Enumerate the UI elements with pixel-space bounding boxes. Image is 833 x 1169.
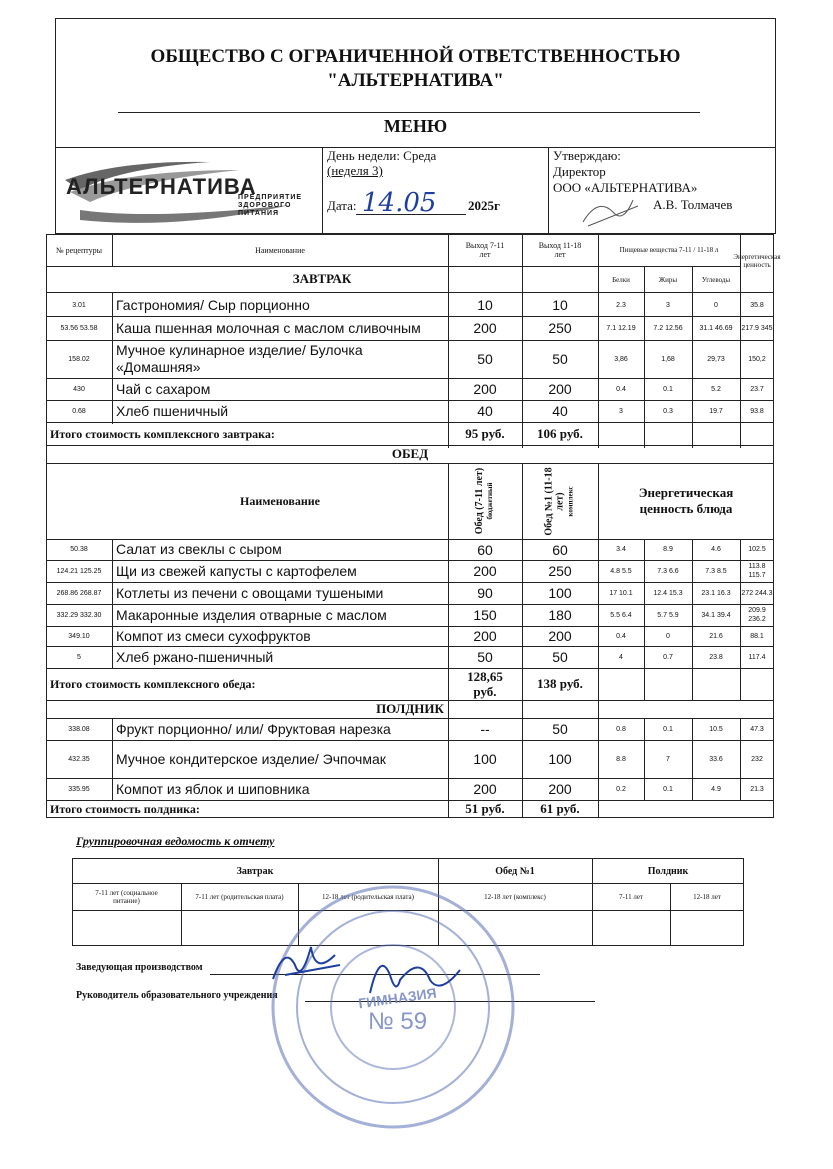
carbs-value: 23.8 <box>709 653 723 661</box>
protein-value: 17 10.1 <box>609 589 633 597</box>
portion-7-11: 200 <box>473 781 497 797</box>
column-divider <box>740 539 741 700</box>
column-divider <box>692 539 693 700</box>
grp-s1: 7-11 лет <box>619 892 643 901</box>
protein-value: 0.4 <box>616 632 626 640</box>
portion-11-18: 40 <box>552 403 568 419</box>
column-divider <box>522 266 523 448</box>
snack-title: ПОЛДНИК <box>376 701 444 716</box>
dish-name: Компот из яблок и шиповника <box>116 780 310 797</box>
date-value: 14.05 <box>362 188 437 218</box>
fat-value: 1,68 <box>661 355 675 363</box>
col-name: Наименование <box>255 245 305 255</box>
lunch-col2-sub: комплекс <box>566 485 575 517</box>
col-protein: Белки <box>612 276 630 284</box>
portion-7-11: -- <box>480 721 490 737</box>
energy-value: 35.8 <box>750 301 764 309</box>
dish-name: Котлеты из печени с овощами тушеными <box>116 584 384 601</box>
recipe-number: 338.08 <box>68 725 90 733</box>
stamp-seal-icon <box>268 882 518 1132</box>
breakfast-total-1: 95 руб. <box>465 426 505 441</box>
fat-value: 0 <box>666 632 670 640</box>
recipe-number: 349.10 <box>68 632 90 640</box>
column-divider <box>112 292 113 424</box>
carbs-value: 4.9 <box>711 785 721 793</box>
lunch-total-2: 138 руб. <box>537 676 583 691</box>
date-label: Дата: <box>327 198 357 213</box>
column-divider <box>112 539 113 668</box>
portion-7-11: 200 <box>473 381 497 397</box>
lunch-energy-header: Энергетическая ценность блюда <box>638 485 734 516</box>
stamp-number: № 59 <box>368 1008 428 1035</box>
protein-value: 3 <box>619 407 623 415</box>
grouping-title: Группировочная ведомость к отчету <box>76 834 275 848</box>
portion-11-18: 200 <box>548 628 572 644</box>
protein-value: 4.8 5.5 <box>610 567 632 575</box>
fat-value: 7.2 12.56 <box>653 324 683 332</box>
carbs-value: 4.6 <box>711 546 721 553</box>
dish-name: Каша пшенная молочная с маслом сливочным <box>116 319 421 336</box>
portion-11-18: 100 <box>548 751 572 767</box>
recipe-number: 0.68 <box>72 407 86 415</box>
day-label: День недели: Среда <box>327 148 437 163</box>
recipe-number: 430 <box>73 385 85 393</box>
col-recipe: № рецептуры <box>55 245 103 255</box>
column-divider <box>644 718 645 800</box>
recipe-number: 332.29 332.30 <box>56 611 102 619</box>
grp-b1: 7-11 лет (социальное питание) <box>95 888 158 905</box>
portion-7-11: 60 <box>477 541 493 558</box>
footer-line1: Заведующая производством <box>76 962 203 973</box>
col-energy: Энергетическая ценность <box>733 253 781 269</box>
dish-name: Компот из смеси сухофруктов <box>116 627 311 644</box>
recipe-number: 5 <box>77 653 81 661</box>
energy-value: 232 <box>751 755 763 763</box>
dish-name: Чай с сахаром <box>116 380 211 397</box>
breakfast-total-label: Итого стоимость комплексного завтрака: <box>50 426 275 441</box>
snack-total-label: Итого стоимость полдника: <box>50 801 200 816</box>
energy-value: 93.8 <box>750 407 764 415</box>
portion-7-11: 150 <box>473 607 497 623</box>
portion-11-18: 50 <box>552 721 568 737</box>
logo-text: АЛЬТЕРНАТИВА <box>66 174 257 199</box>
energy-value: 23.7 <box>750 385 764 393</box>
fat-value: 0.7 <box>663 653 673 661</box>
dish-name: Фрукт порционно/ или/ Фруктовая нарезка <box>116 720 391 737</box>
protein-value: 0.8 <box>616 725 626 733</box>
portion-7-11: 40 <box>477 403 493 419</box>
recipe-number: 53.56 53.58 <box>60 324 98 332</box>
lunch-name-header: Наименование <box>240 493 320 508</box>
fat-value: 7.3 6.6 <box>657 567 679 575</box>
logo-sub2: ЗДОРОВОГО <box>238 202 292 209</box>
energy-value: 272 244.3 <box>741 589 773 597</box>
footer-line2: Руководитель образовательного учреждения <box>76 990 278 1001</box>
official-stamp <box>268 882 518 1132</box>
header-sep-1 <box>322 147 323 234</box>
grp-breakfast: Завтрак <box>236 865 274 877</box>
dish-name: Хлеб ржано-пшеничный <box>116 648 274 665</box>
column-divider <box>448 266 449 448</box>
portion-11-18: 250 <box>548 563 572 579</box>
approve-line2: Директор <box>553 164 606 179</box>
grp-b2: 7-11 лет (родительская плата) <box>195 892 284 901</box>
fat-value: 0.3 <box>663 407 673 415</box>
portion-11-18: 50 <box>552 649 568 665</box>
lunch-col2-header <box>522 463 598 539</box>
lunch-col1-title: Обед (7-11 лет) <box>474 467 485 535</box>
recipe-number: 124.21 125.25 <box>56 567 102 575</box>
dish-name: Мучное кондитерское изделие/ Эчпочмак <box>116 750 386 767</box>
energy-value: 209.9 236.2 <box>748 607 766 623</box>
fat-value: 0.1 <box>663 785 673 793</box>
date-underline <box>356 214 466 215</box>
nutr-sub-line <box>598 266 740 267</box>
lunch-total-label: Итого стоимость комплексного обеда: <box>50 676 256 691</box>
grp-snack: Полдник <box>647 865 689 877</box>
portion-7-11: 90 <box>477 585 493 601</box>
portion-11-18: 50 <box>552 351 568 367</box>
protein-value: 3,86 <box>614 355 628 363</box>
portion-7-11: 200 <box>473 563 497 579</box>
week-label: (неделя 3) <box>327 163 383 178</box>
row-divider <box>46 422 774 423</box>
carbs-value: 19.7 <box>709 407 723 415</box>
approve-line3: ООО «АЛЬТЕРНАТИВА» <box>553 180 698 195</box>
snack-total-2: 61 руб. <box>540 801 580 816</box>
recipe-number: 268.86 268.87 <box>56 589 102 597</box>
snack-total-1: 51 руб. <box>465 801 505 816</box>
title-underline <box>118 112 700 113</box>
recipe-number: 432.35 <box>68 755 90 763</box>
energy-value: 88.1 <box>750 632 764 640</box>
dish-name: Щи из свежей капусты с картофелем <box>116 562 357 579</box>
lunch-col1-sub: бюджетный <box>486 482 494 520</box>
energy-value: 150,2 <box>748 355 766 363</box>
portion-11-18: 200 <box>548 781 572 797</box>
portion-11-18: 200 <box>548 381 572 397</box>
year-label: 2025г <box>468 198 500 213</box>
org-title-line2: "АЛЬТЕРНАТИВА" <box>327 70 504 91</box>
col-nutr: Пищевые вещества 7-11 / 11-18 л <box>619 246 719 254</box>
portion-11-18: 100 <box>548 585 572 601</box>
company-logo <box>60 150 318 228</box>
col-fat: Жиры <box>658 276 678 284</box>
carbs-value: 5.2 <box>711 385 721 393</box>
column-divider <box>740 718 741 800</box>
recipe-number: 335.95 <box>68 785 90 793</box>
breakfast-total-2: 106 руб. <box>537 426 583 441</box>
dish-name: Салат из свеклы с сыром <box>116 541 282 557</box>
carbs-value: 33.6 <box>709 755 723 763</box>
portion-11-18: 10 <box>552 297 568 313</box>
dish-name: Гастрономия/ Сыр порционно <box>116 296 310 313</box>
energy-value: 113.8 115.7 <box>748 563 766 579</box>
recipe-number: 50.38 <box>70 546 88 553</box>
portion-7-11: 100 <box>473 751 497 767</box>
approve-line1: Утверждаю: <box>553 148 621 163</box>
protein-value: 0.4 <box>616 385 626 393</box>
carbs-value: 31.1 46.69 <box>699 324 733 332</box>
breakfast-title-line <box>46 292 774 293</box>
grp-lunch: Обед №1 <box>495 865 535 877</box>
portion-11-18: 180 <box>548 607 572 623</box>
menu-title: МЕНЮ <box>383 116 448 136</box>
dish-name: Макаронные изделия отварные с маслом <box>116 606 387 623</box>
carbs-value: 0 <box>714 301 718 309</box>
portion-7-11: 200 <box>473 320 497 336</box>
fat-value: 7 <box>666 755 670 763</box>
energy-value: 102.5 <box>748 546 766 553</box>
fat-value: 5.7 5.9 <box>657 611 679 619</box>
energy-value: 217.9 345 <box>741 324 773 332</box>
org-title-line1: ОБЩЕСТВО С ОГРАНИЧЕННОЙ ОТВЕТСТВЕННОСТЬЮ <box>150 46 681 67</box>
approve-line4: А.В. Толмачев <box>653 197 733 212</box>
carbs-value: 34.1 39.4 <box>701 611 731 619</box>
column-divider <box>644 539 645 700</box>
fat-value: 8.9 <box>663 546 673 553</box>
dish-name: Мучное кулинарное изделие/ Булочка «Домашняя» <box>116 342 363 375</box>
lunch-total-1: 128,65 руб. <box>467 669 503 699</box>
logo-sub1: ПРЕДПРИЯТИЕ <box>238 194 303 201</box>
carbs-value: 21.6 <box>709 632 723 640</box>
portion-7-11: 50 <box>477 649 493 665</box>
signature-1-icon <box>265 935 345 995</box>
fat-value: 0.1 <box>663 725 673 733</box>
protein-value: 5.5 6.4 <box>610 611 632 619</box>
grp-b3: 12-18 лет (родительская плата) <box>321 892 414 901</box>
col-carbs: Углеводы <box>701 276 731 284</box>
stamp-text: ГИМНАЗИЯ <box>357 984 438 1012</box>
column-divider <box>692 718 693 800</box>
grp-s2: 12-18 лет <box>693 892 721 901</box>
col-out1: Выход 7-11 лет <box>465 241 505 259</box>
portion-7-11: 10 <box>477 297 493 313</box>
portion-7-11: 50 <box>477 351 493 367</box>
recipe-number: 3.01 <box>72 301 86 309</box>
fat-value: 12.4 15.3 <box>653 589 683 597</box>
fat-value: 3 <box>666 301 670 309</box>
portion-11-18: 250 <box>548 320 572 336</box>
energy-value: 21.3 <box>750 785 764 793</box>
grp-l1: 12-18 лет (комплекс) <box>484 892 546 901</box>
logo-sub3: ПИТАНИЯ <box>238 210 280 217</box>
dish-name: Хлеб пшеничный <box>116 402 229 419</box>
energy-value: 47.3 <box>750 725 764 733</box>
breakfast-title: ЗАВТРАК <box>292 271 352 286</box>
fat-value: 0.1 <box>663 385 673 393</box>
carbs-value: 23.1 16.3 <box>701 589 731 597</box>
portion-11-18: 60 <box>552 541 568 558</box>
protein-value: 7.1 12.19 <box>606 324 636 332</box>
lunch-col2-title: Обед №1 (11-18 лет) <box>543 466 566 536</box>
lunch-title: ОБЕД <box>391 446 429 461</box>
protein-value: 2.3 <box>616 301 626 309</box>
protein-value: 3.4 <box>616 546 626 553</box>
carbs-value: 10.5 <box>709 725 723 733</box>
signature-2-icon <box>360 945 470 1005</box>
protein-value: 8.8 <box>616 755 626 763</box>
lunch-col1-header <box>448 463 522 539</box>
portion-7-11: 200 <box>473 628 497 644</box>
protein-value: 4 <box>619 653 623 661</box>
director-signature-icon <box>578 192 648 232</box>
protein-value: 0.2 <box>616 785 626 793</box>
carbs-value: 29,73 <box>707 355 725 363</box>
col-out2: Выход 11-18 лет <box>538 241 582 259</box>
carbs-value: 7.3 8.5 <box>705 567 727 575</box>
column-divider <box>112 718 113 800</box>
header-sep-2 <box>548 147 549 234</box>
recipe-number: 158.02 <box>68 355 90 363</box>
energy-value: 117.4 <box>748 653 766 661</box>
